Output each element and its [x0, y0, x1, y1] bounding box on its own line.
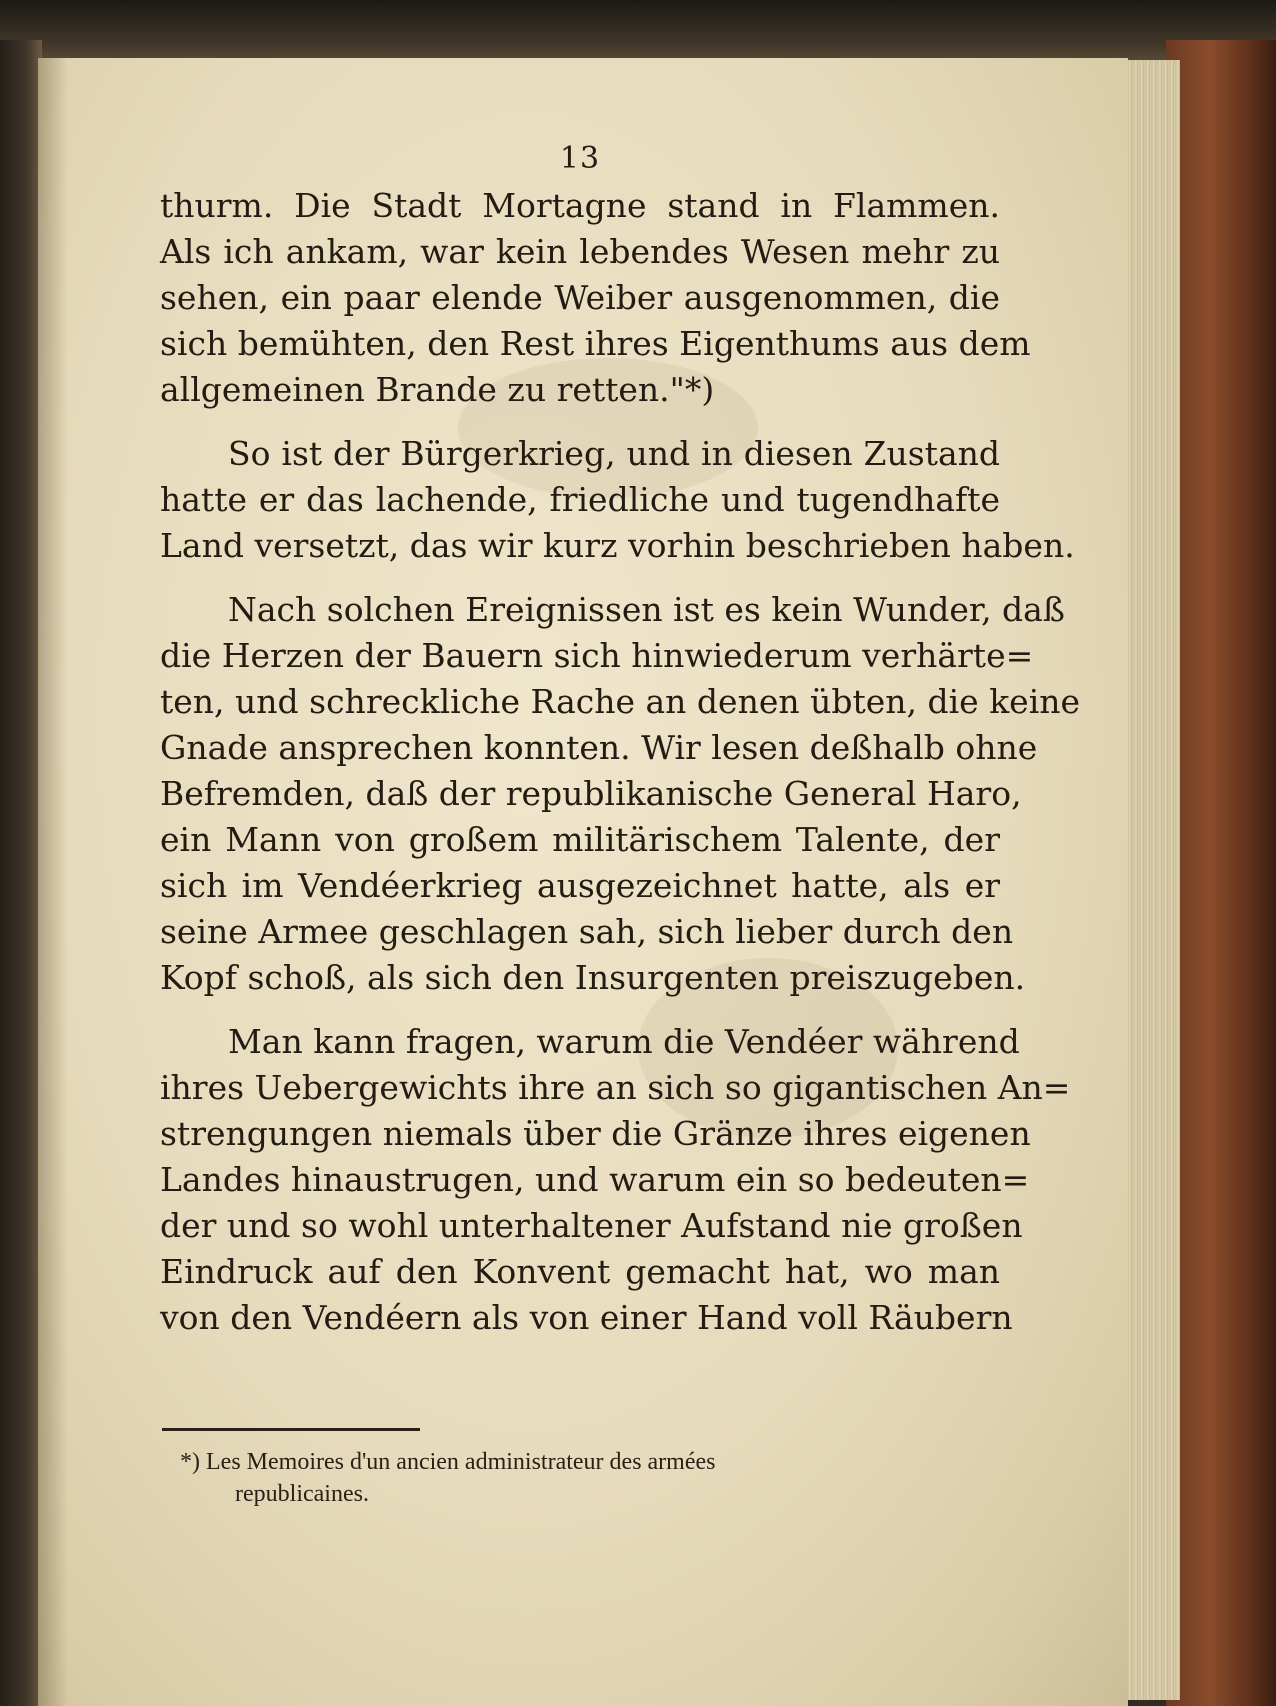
text-line: ein Mann von großem militärischem Talente, der [160, 820, 1000, 859]
text-line: der und so wohl unterhaltener Aufstand nie großen [160, 1206, 1023, 1245]
text-line: Land versetzt, das wir kurz vorhin beschrieben haben. [160, 526, 1075, 565]
footnote-line-2: republicaines. [235, 1481, 369, 1507]
gutter-shadow [38, 58, 68, 1706]
text-line: ihres Uebergewichts ihre an sich so gigantischen An= [160, 1068, 1071, 1107]
text-line: hatte er das lachende, friedliche und tugendhafte [160, 480, 1000, 519]
text-line: ten, und schreckliche Rache an denen übten, die keine [160, 682, 1081, 721]
footnote [180, 1446, 1000, 1510]
text-line: Als ich ankam, war kein lebendes Wesen mehr zu [160, 232, 1000, 271]
page-edges [1120, 60, 1180, 1700]
text-line: sich im Vendéerkrieg ausgezeichnet hatte, als er [160, 866, 1000, 905]
text-line: sehen, ein paar elende Weiber ausgenommen, die [160, 278, 1000, 317]
text-line: die Herzen der Bauern sich hinwiederum verhärte= [160, 636, 1034, 675]
text-line: Landes hinaustrugen, und warum ein so bedeuten= [160, 1160, 1030, 1199]
text-line: So ist der Bürgerkrieg, und in diesen Zustand [228, 434, 1000, 473]
paragraph-4 [160, 1019, 1071, 1341]
text-line: Befremden, daß der republikanische General Haro, [160, 774, 1022, 813]
page-number: 13 [559, 141, 601, 176]
text-line: strengungen niemals über die Gränze ihres eigenen [160, 1114, 1031, 1153]
page-text-block [160, 135, 1081, 1341]
book-cover-left [0, 40, 42, 1706]
paragraph-2 [160, 431, 1075, 569]
paragraph-3 [160, 587, 1081, 1001]
text-line: Gnade ansprechen konnten. Wir lesen deßhalb ohne [160, 728, 1038, 767]
text-line: sich bemühten, den Rest ihres Eigenthums aus dem [160, 324, 1031, 363]
paragraph-1 [160, 183, 1031, 413]
text-line: Nach solchen Ereignissen ist es kein Wunder, daß [228, 590, 1065, 629]
footnote-marker: *) [180, 1449, 200, 1475]
text-line: allgemeinen Brande zu retten."*) [160, 370, 715, 409]
book-binding-top [0, 0, 1276, 62]
text-line: von den Vendéern als von einer Hand voll Räubern [160, 1298, 1013, 1337]
footnote-line-1 [180, 1446, 1000, 1478]
footnote-divider [162, 1428, 420, 1431]
footnote-text: Les Memoires d'un ancien administrateur des armées [206, 1449, 716, 1475]
text-line: Kopf schoß, als sich den Insurgenten preiszugeben. [160, 958, 1026, 997]
book-cover-right [1166, 40, 1276, 1706]
text-line: thurm. Die Stadt Mortagne stand in Flammen. [160, 186, 1000, 225]
text-line: seine Armee geschlagen sah, sich lieber durch den [160, 912, 1014, 951]
text-line: Eindruck auf den Konvent gemacht hat, wo man [160, 1252, 1000, 1291]
text-line: Man kann fragen, warum die Vendéer während [228, 1022, 1020, 1061]
